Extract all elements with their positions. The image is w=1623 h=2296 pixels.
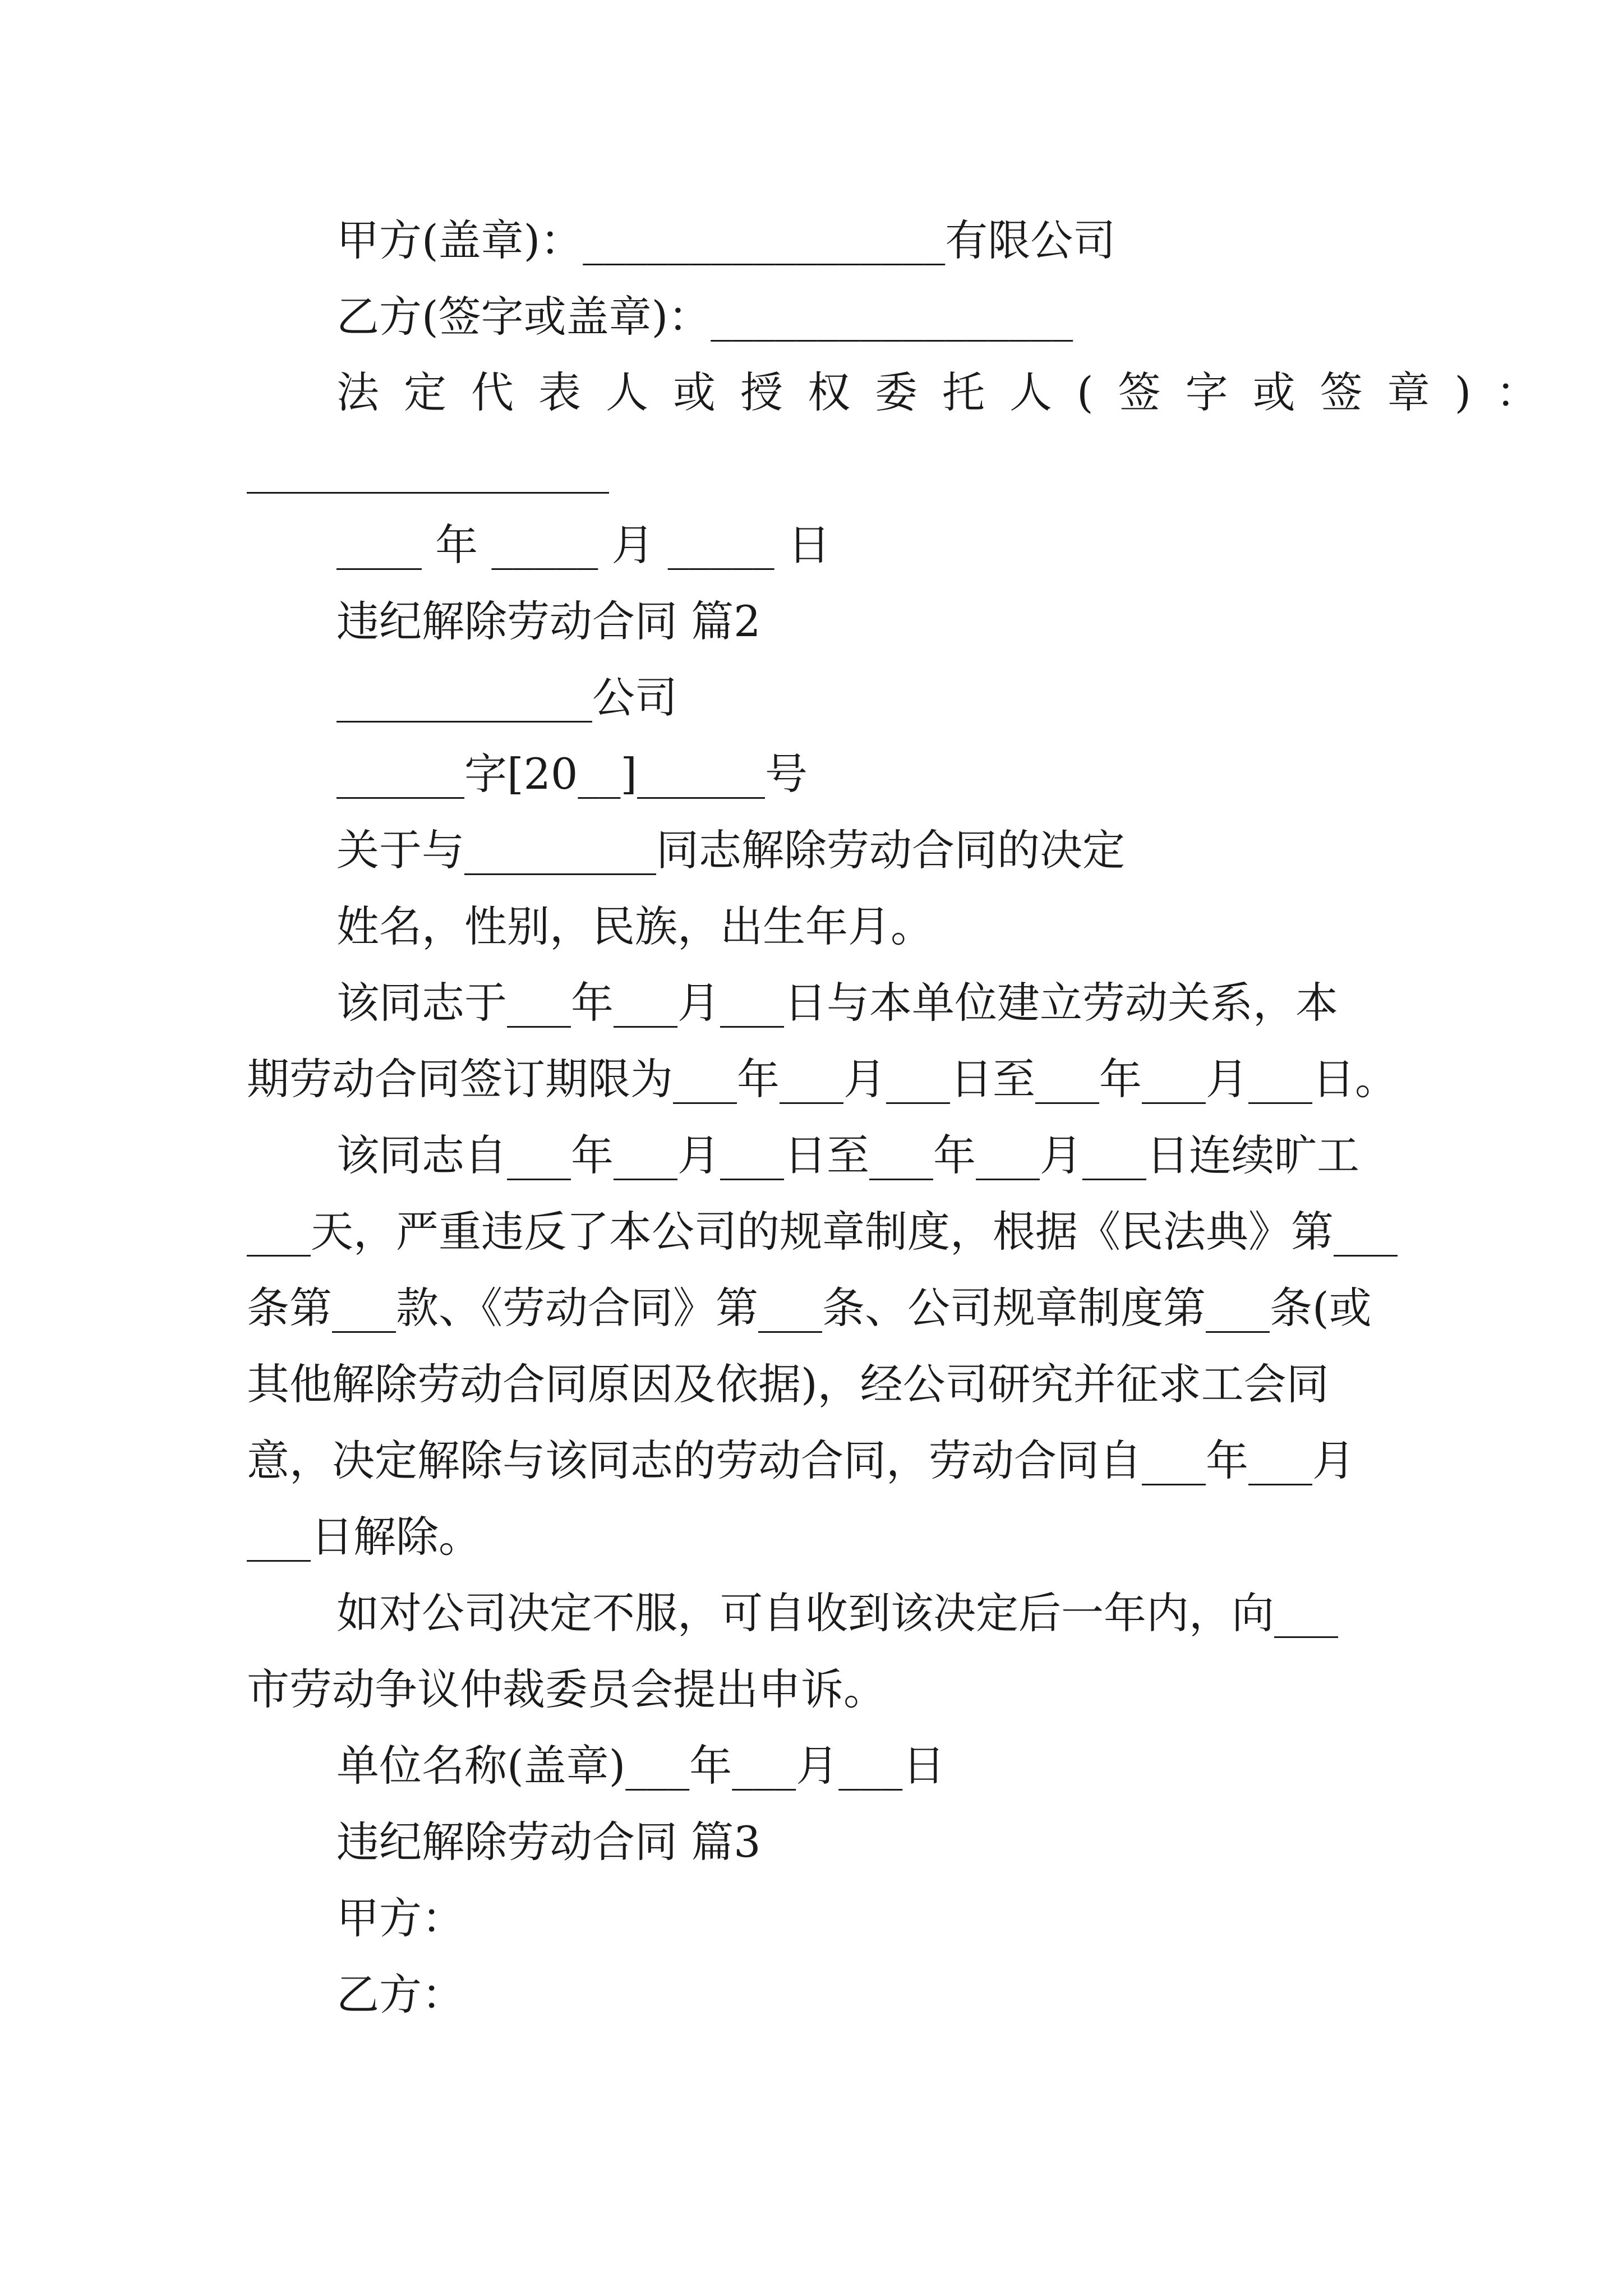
decision-title: 关于与_________同志解除劳动合同的决定 xyxy=(336,825,1125,875)
legal-representative-line: 法定代表人或授权委托人(签字或签章)： xyxy=(336,367,1564,417)
section-heading-2: 违纪解除劳动合同 篇2 xyxy=(336,596,761,646)
party-b-signature-line: 乙方(签字或盖章)：_________________ xyxy=(336,292,1073,342)
paragraph-line: 如对公司决定不服，可自收到该决定后一年内，向___ xyxy=(336,1588,1338,1638)
paragraph-line: 市劳动争议仲裁委员会提出申诉。 xyxy=(247,1664,886,1714)
paragraph-line: ___天，严重违反了本公司的规章制度，根据《民法典》第___ xyxy=(247,1207,1398,1257)
section-heading-3: 违纪解除劳动合同 篇3 xyxy=(336,1817,761,1867)
company-name-line: ____________公司 xyxy=(336,673,677,723)
party-a-label: 甲方： xyxy=(336,1893,464,1943)
legal-representative-blank: _________________ xyxy=(247,444,609,494)
unit-seal-date-line: 单位名称(盖章)___年___月___日 xyxy=(336,1741,946,1791)
paragraph-line: ___日解除。 xyxy=(247,1512,481,1562)
paragraph-line: 其他解除劳动合同原因及依据)，经公司研究并征求工会同 xyxy=(247,1359,1329,1409)
signing-date-line: ____ 年 _____ 月 _____ 日 xyxy=(336,520,831,570)
document-number-line: ______字[20__]______号 xyxy=(336,749,808,799)
paragraph-line: 条第___款、《劳动合同》第___条、公司规章制度第___条(或 xyxy=(247,1283,1372,1333)
paragraph-line: 该同志于___年___月___日与本单位建立劳动关系，本 xyxy=(336,978,1338,1028)
personal-info-line: 姓名，性别，民族，出生年月。 xyxy=(336,901,933,951)
party-b-label: 乙方： xyxy=(336,1970,464,2019)
paragraph-line: 该同志自___年___月___日至___年___月___日连续旷工 xyxy=(336,1130,1359,1180)
paragraph-line: 意，决定解除与该同志的劳动合同，劳动合同自___年___月 xyxy=(247,1435,1355,1485)
party-a-seal-line: 甲方(盖章)：_________________有限公司 xyxy=(336,215,1116,265)
paragraph-line: 期劳动合同签订期限为___年___月___日至___年___月___日。 xyxy=(247,1054,1398,1104)
